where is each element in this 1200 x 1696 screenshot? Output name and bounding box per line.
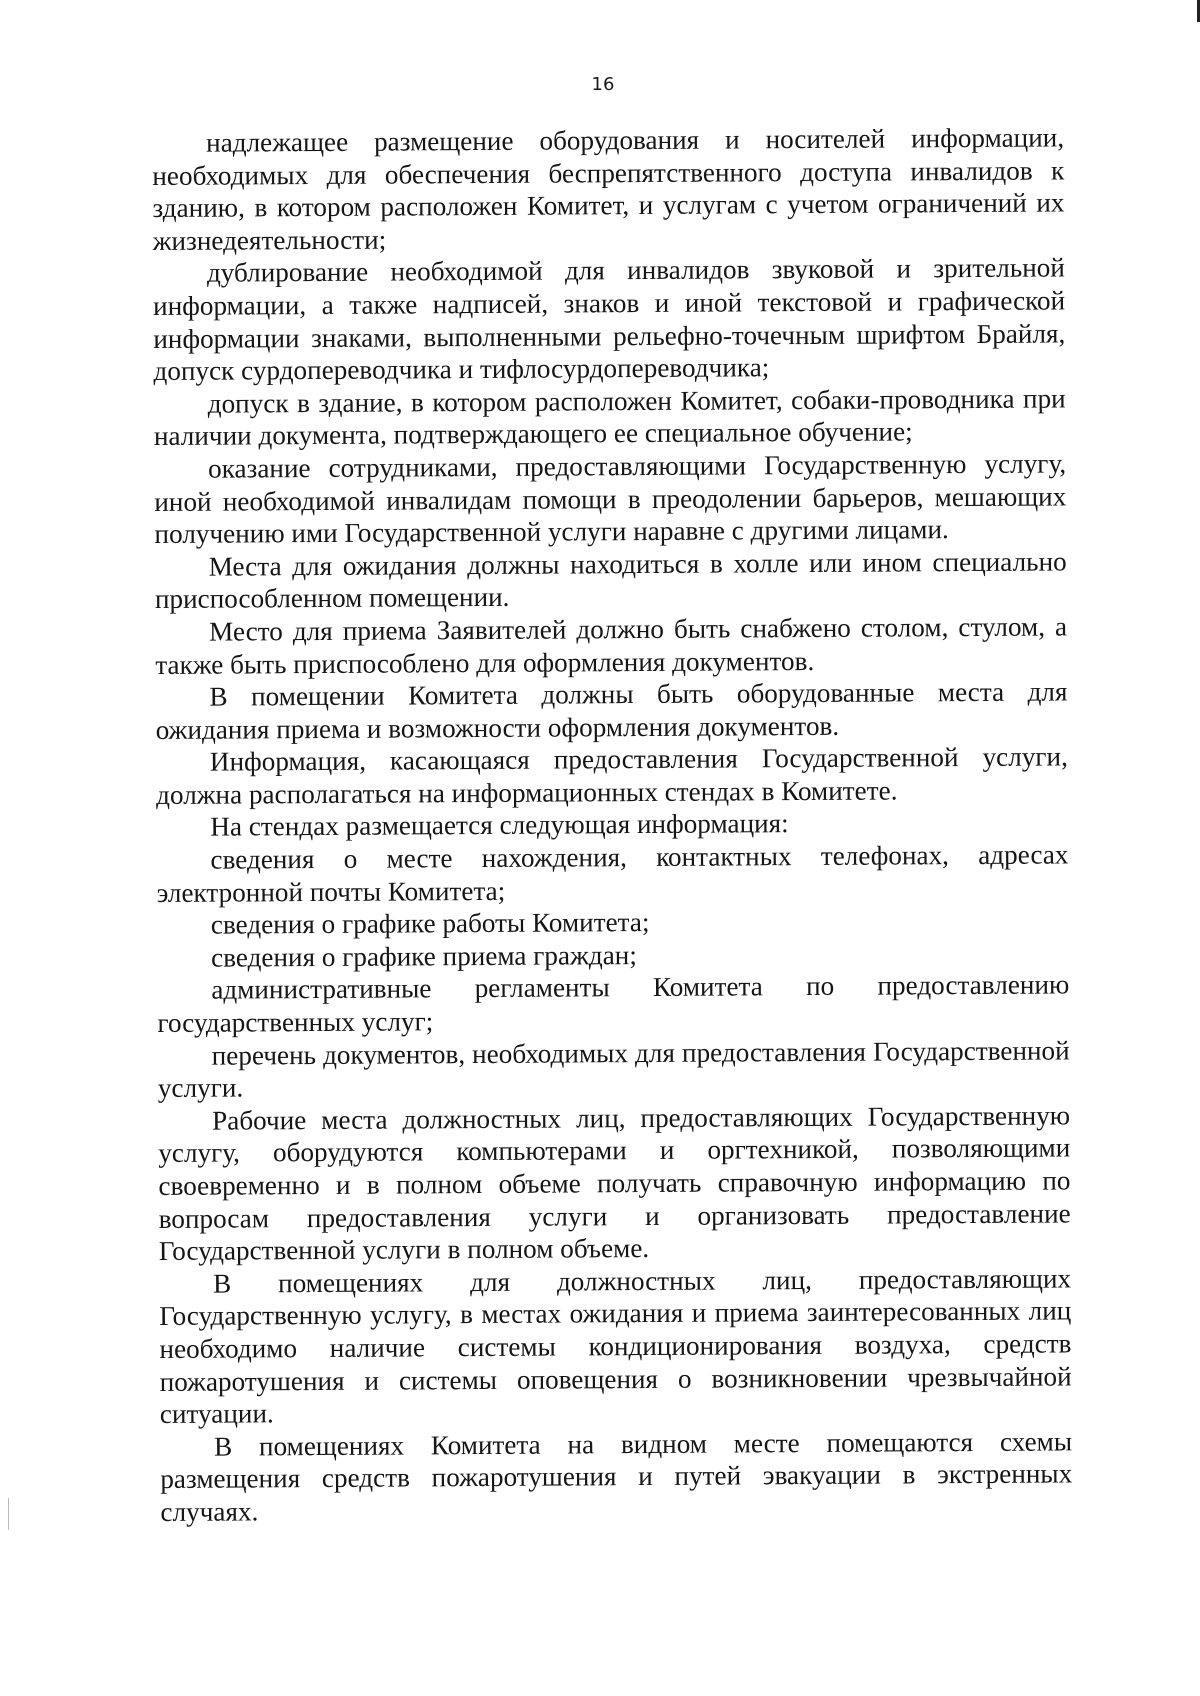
list-item: сведения о графике работы Комитета;: [210, 907, 650, 940]
paragraph: Место для приема Заявителей должно быть снабжено столом, стулом, а также быть приспособлено для оформления документов.: [155, 611, 1068, 680]
scan-edge-mark-left: [8, 1498, 9, 1530]
paragraph: оказание сотрудниками, предоставляющими Государственную услугу, иной необходимой инвалидам помощи в преодолении барьеров, мешающих получению ими Государственной услуги наравне с другими лицами.: [154, 448, 1067, 550]
list-item: сведения о графике приема граждан;: [210, 939, 637, 973]
paragraph: В помещении Комитета должны быть оборудованные места для ожидания приема и возможности оформления документов.: [155, 676, 1068, 745]
page-number: 16: [591, 74, 615, 95]
paragraph: дублирование необходимой для инвалидов звуковой и зрительной информации, а также надписей, знаков и иной текстовой и графической информации знаками, выполненными рельефно-точечным шрифтом Брайля, допуск сурдопереводчика и тифлосурдопереводчика;: [153, 252, 1066, 387]
paragraph: Места для ожидания должны находиться в холле или ином специально приспособленном помещении.: [154, 546, 1067, 615]
list-item: сведения о месте нахождения, контактных телефонах, адресах электронной почты Комитета;: [156, 839, 1069, 908]
paragraph: В помещениях для должностных лиц, предоставляющих Государственную услугу, в местах ожидания и приема заинтересованных лиц необходимо наличие системы кондиционирования воздуха, средств пожаротушения и системы оповещения о возникновении чрезвычайной ситуации.: [159, 1263, 1072, 1430]
paragraph: Рабочие места должностных лиц, предоставляющих Государственную услугу, оборудуются компьютерами и оргтехникой, позволяющими своевременно и в полном объеме получать справочную информацию по вопросам предоставления услуги и организовать предоставление Государственной услуги в полном объеме.: [158, 1100, 1071, 1267]
paragraph: В помещениях Комитета на видном месте помещаются схемы размещения средств пожаротушения и путей эвакуации в экстренных случаях.: [160, 1426, 1073, 1527]
list-item: административные регламенты Комитета по предоставлению государственных услуг;: [157, 969, 1070, 1039]
paragraph: допуск в здание, в котором расположен Комитет, собаки-проводника при наличии документа, подтверждающего ее специальное обучение;: [153, 383, 1066, 452]
document-body: [152, 121, 1073, 1528]
paragraph: На стендах размещается следующая информация:: [210, 808, 789, 843]
paragraph: Информация, касающаяся предоставления Государственной услуги, должна располагаться на информационных стендах в Комитете.: [155, 741, 1068, 810]
paragraph: надлежащее размещение оборудования и носителей информации, необходимых для обеспечения беспрепятственного доступа инвалидов к зданию, в котором расположен Комитет, и услугам с учетом ограничений их жизнедеятельности;: [152, 122, 1065, 256]
list-item: перечень документов, необходимых для предоставления Государственной услуги.: [157, 1035, 1070, 1104]
